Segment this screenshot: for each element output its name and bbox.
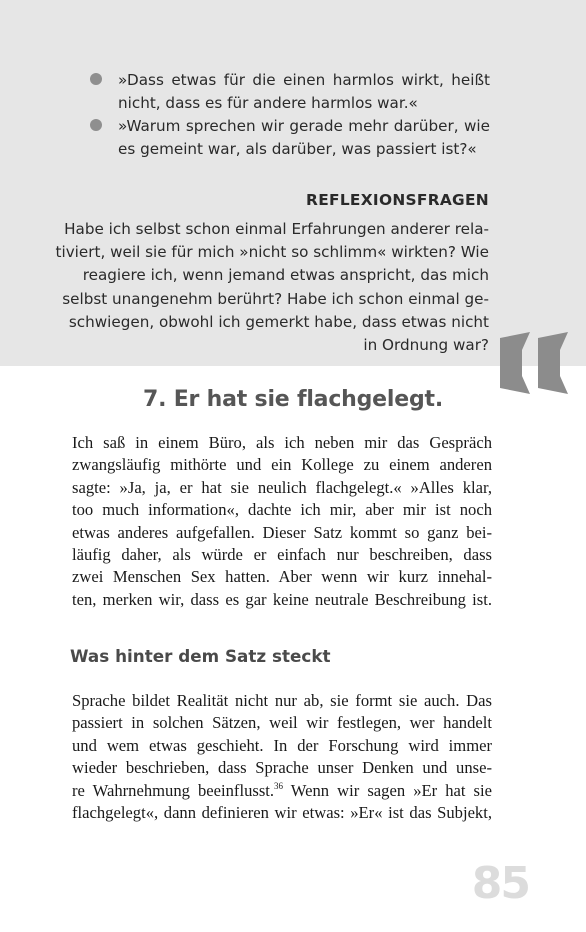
text-line: läufig daher, als würde er einfach nur beschreiben, dass [72,545,492,565]
reflection-line: reagiere ich, wenn jemand etwas anspricht, das mich [82,266,489,285]
text-line: Sprache bildet Realität nicht nur ab, sie formt sie auch. Das [72,691,492,710]
reflection-line: in Ordnung war? [363,336,489,355]
text-span: re Wahrnehmung beeinflusst. [72,780,275,800]
text-line [72,780,492,802]
text-line: flachgelegt«, dann definieren wir etwas: »Er« ist das Subjekt, [72,803,492,823]
text-line: und wem etwas geschieht. In der Forschung wird immer [72,735,492,755]
bullet-dot-icon [90,73,102,85]
text-line: too much information«, dachte ich mir, aber mir ist noch [72,500,492,520]
text-line: zwei Menschen Sex hatten. Aber wenn wir kurz innehal- [72,567,492,587]
reflection-line: tiviert, weil sie für mich »nicht so schlimm« wirkten? Wie [55,243,489,262]
footnote-reference: 36 [274,780,284,791]
reflection-line: selbst unangenehm berührt? Habe ich schon einmal ge- [62,289,489,308]
chapter-title: 7. Er hat sie flachgelegt. [143,387,443,412]
text-line: ten, merken wir, dass es gar keine neutrale Beschreibung ist. [72,589,492,609]
body-paragraph [72,690,492,824]
bullet-text: »Dass etwas für die einen harmlos wirkt, heißt nicht, dass es für andere harmlos war.« [118,71,490,112]
text-line: wieder beschrieben, dass Sprache unser Denken und unse- [72,758,492,778]
section-heading: Was hinter dem Satz steckt [70,646,331,666]
reflection-line: schwiegen, obwohl ich gemerkt habe, dass etwas nicht [68,312,489,331]
text-line: passiert in solchen Sätzen, weil wir festlegen, wer handelt [72,713,492,733]
reflection-heading: REFLEXIONSFRAGEN [306,191,489,209]
bullet-text: »Warum sprechen wir gerade mehr darüber, wie es gemeint war, als darüber, was passiert ist?« [118,117,490,158]
reflection-line: Habe ich selbst schon einmal Erfahrungen anderer rela- [64,220,489,238]
bullet-dot-icon [90,119,102,131]
body-paragraph [72,432,492,611]
text-line: zwangsläufig mithörte und ein Kollege zu einem anderen [72,455,492,475]
text-line: sagte: »Ja, ja, er hat sie neulich flachgelegt.« »Alles klar, [72,477,492,497]
text-line: etwas anderes aufgefallen. Dieser Satz kommt so ganz bei- [72,522,492,542]
bullet-list [88,69,490,161]
text-line: Ich saß in einem Büro, als ich neben mir das Gespräch [72,433,492,452]
list-item [88,115,490,161]
reflection-text [56,218,489,357]
text-span: Wenn wir sagen »Er hat sie [283,780,492,800]
page-number: 85 [471,858,529,909]
list-item [88,69,490,115]
